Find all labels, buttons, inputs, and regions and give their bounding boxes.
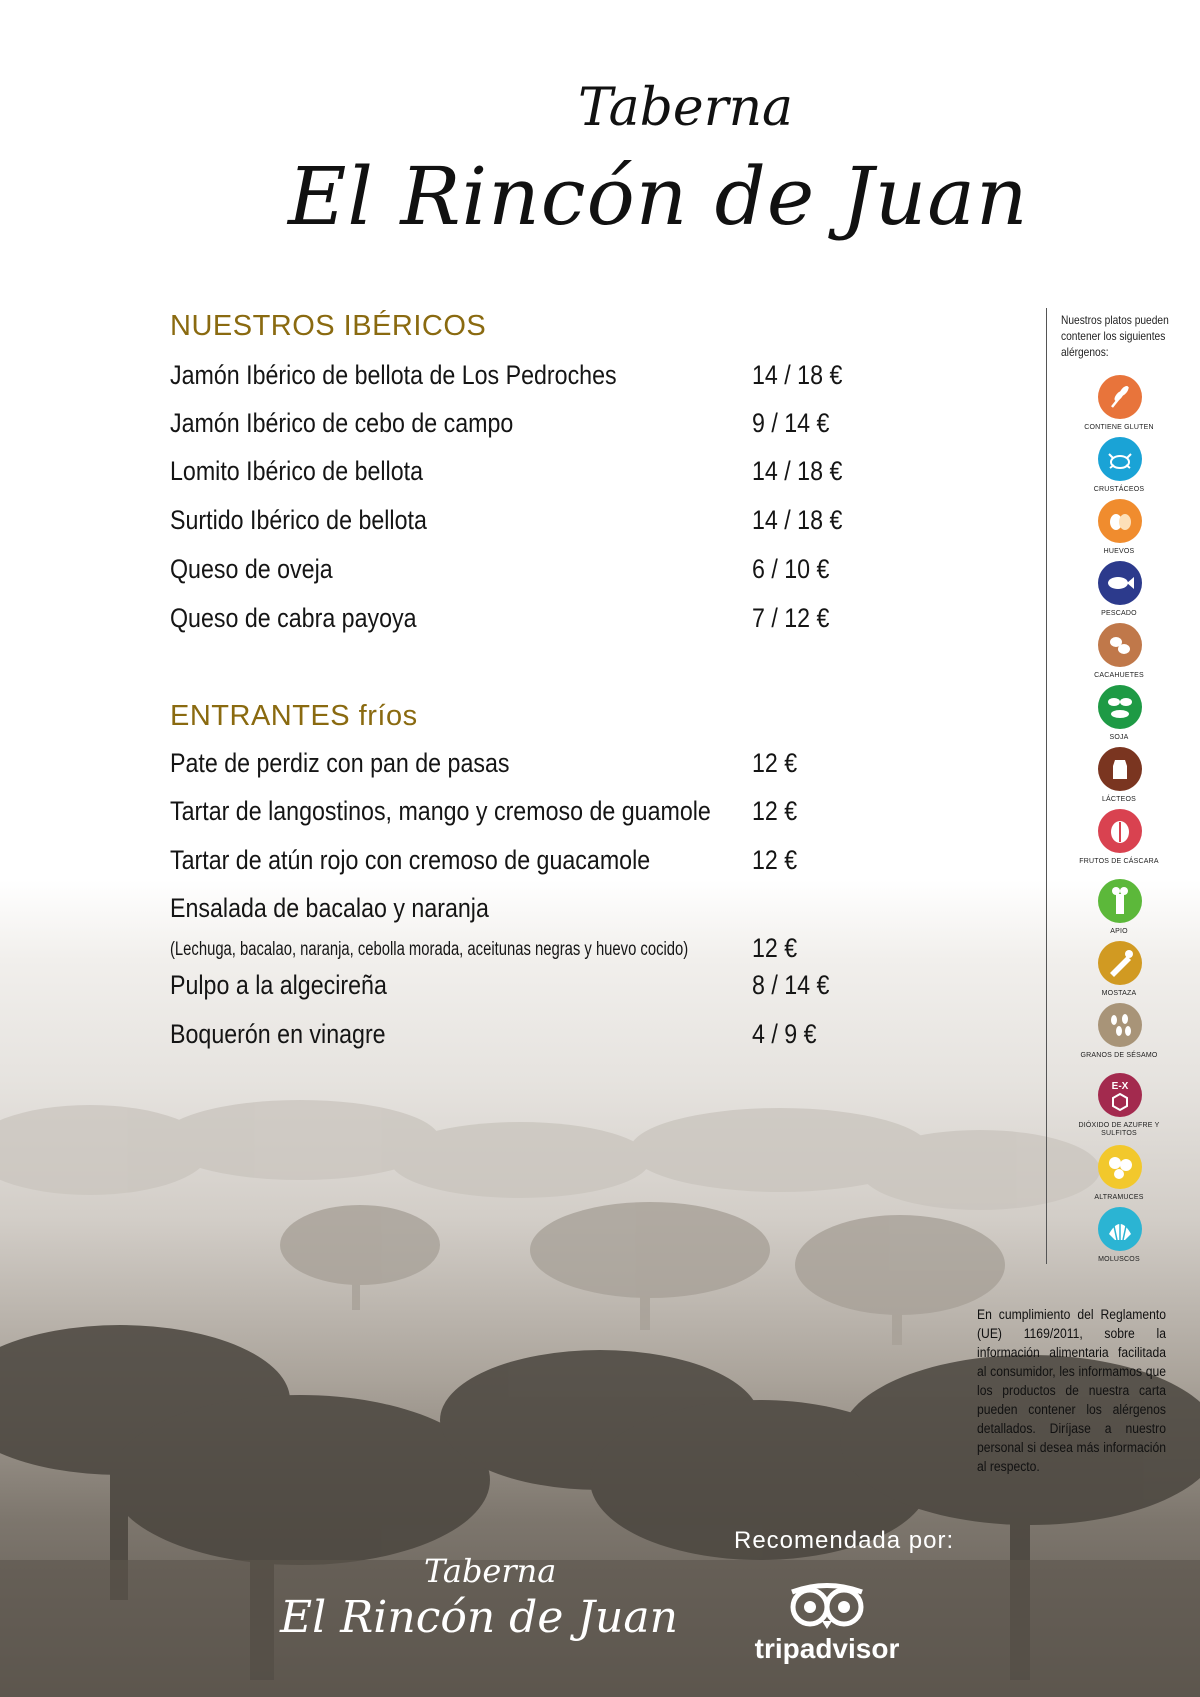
dish-description: (Lechuga, bacalao, naranja, cebolla morada, aceitunas negras y huevo cocido)	[170, 939, 689, 960]
dish-name: Pulpo a la algecireña	[170, 970, 387, 1000]
dish-price: 12 €	[752, 748, 798, 778]
dish-price: 14 / 18 €	[752, 505, 843, 535]
fish-icon	[1097, 560, 1143, 606]
allergen-huevos	[1097, 498, 1197, 560]
menu-item	[170, 603, 870, 647]
allergen-lacteos	[1097, 746, 1197, 808]
allergen-moluscos	[1097, 1206, 1197, 1268]
allergen-sesamo	[1080, 1002, 1197, 1064]
dish-price: 6 / 10 €	[752, 554, 830, 584]
menu-item	[170, 748, 870, 792]
logo-name-text: El Rincón de Juan	[280, 1592, 678, 1643]
allergen-soja	[1097, 684, 1197, 746]
allergen-label: CONTIENE GLUTEN	[1084, 424, 1154, 431]
mustard-icon	[1097, 940, 1143, 986]
allergen-label: DIÓXIDO DE AZUFRE Y SULFITOS	[1078, 1122, 1160, 1137]
dish-name: Queso de oveja	[170, 554, 333, 584]
dish-name: Lomito Ibérico de bellota	[170, 456, 424, 486]
allergen-label: ALTRAMUCES	[1094, 1194, 1144, 1201]
dish-price: 4 / 9 €	[752, 1019, 817, 1049]
allergen-label: MOSTAZA	[1101, 990, 1137, 997]
dish-name: Jamón Ibérico de bellota de Los Pedroches	[170, 360, 617, 390]
dish-price: 12 €	[752, 796, 798, 826]
dish-name: Queso de cabra payoya	[170, 603, 417, 633]
dish-price: 12 €	[752, 933, 798, 963]
dish-name: Ensalada de bacalao y naranja	[170, 893, 489, 923]
allergen-cacahuetes	[1094, 622, 1197, 684]
allergen-label: CRUSTÁCEOS	[1093, 486, 1145, 493]
allergen-crustaceos	[1093, 436, 1197, 498]
allergen-label: MOLUSCOS	[1098, 1256, 1140, 1263]
dish-price: 9 / 14 €	[752, 408, 830, 438]
menu-item	[170, 505, 870, 549]
allergen-label: PESCADO	[1101, 610, 1137, 617]
allergen-label: GRANOS DE SÉSAMO	[1080, 1052, 1158, 1059]
dish-price: 14 / 18 €	[752, 456, 843, 486]
dish-name: Pate de perdiz con pan de pasas	[170, 748, 510, 778]
menu-item	[170, 408, 870, 452]
menu-item	[170, 796, 870, 840]
allergen-label: FRUTOS DE CÁSCARA	[1079, 858, 1159, 865]
allergen-label: SOJA	[1109, 734, 1129, 741]
menu-item	[170, 1019, 870, 1063]
dish-name: Surtido Ibérico de bellota	[170, 505, 427, 535]
recommended-by-text: Recomendada por:	[734, 1527, 955, 1554]
dish-price: 8 / 14 €	[752, 970, 830, 1000]
allergen-label: HUEVOS	[1103, 548, 1135, 555]
allergen-gluten	[1084, 374, 1197, 436]
shell-icon	[1097, 1206, 1143, 1252]
section-title-ibericos: NUESTROS IBÉRICOS	[170, 310, 487, 342]
owl-eyes-icon	[752, 1577, 902, 1633]
menu-item	[170, 554, 870, 598]
tripadvisor-logo	[752, 1577, 902, 1667]
sesame-icon	[1097, 1002, 1143, 1048]
peanut-icon	[1097, 622, 1143, 668]
dish-name: Boquerón en vinagre	[170, 1019, 386, 1049]
allergen-frutos-cascara	[1079, 808, 1197, 870]
logo-name-text: El Rincón de Juan	[288, 150, 1029, 243]
dish-price: 14 / 18 €	[752, 360, 843, 390]
milk-jug-icon	[1097, 746, 1143, 792]
egg-icon	[1097, 498, 1143, 544]
dish-price: 7 / 12 €	[752, 603, 830, 633]
section-title-entrantes: ENTRANTES fríos	[170, 700, 418, 732]
dish-price: 12 €	[752, 845, 798, 875]
allergen-intro: Nuestros platos pueden contener los siguientes alérgenos:	[1061, 313, 1169, 359]
allergen-panel	[1046, 308, 1200, 1264]
allergen-label: LÁCTEOS	[1101, 796, 1137, 803]
allergen-label: CACAHUETES	[1094, 672, 1144, 679]
allergen-legal-notice: En cumplimiento del Reglamento (UE) 1169/2011, sobre la información alimentaria facilitada al consumidor, les informamos que los productos de nuestra carta pueden contener los alérgenos detallados. Diríjase a nuestro personal si desea más información al respecto.	[977, 1307, 1166, 1474]
wheat-icon	[1097, 374, 1143, 420]
menu-item	[170, 360, 870, 404]
sulphite-icon	[1097, 1072, 1143, 1118]
soy-icon	[1097, 684, 1143, 730]
allergen-mostaza	[1097, 940, 1197, 1002]
lupin-icon	[1097, 1144, 1143, 1190]
crab-icon	[1097, 436, 1143, 482]
dish-name: Tartar de langostinos, mango y cremoso de guamole	[170, 796, 711, 826]
allergen-altramuces	[1094, 1144, 1197, 1206]
allergen-pescado	[1097, 560, 1197, 622]
dish-name: Tartar de atún rojo con cremoso de guacamole	[170, 845, 651, 875]
dish-name: Jamón Ibérico de cebo de campo	[170, 408, 514, 438]
menu-item	[170, 456, 870, 500]
allergen-label: APIO	[1110, 928, 1128, 935]
logo-taberna-text: Taberna	[424, 1552, 557, 1590]
sulphite-badge-text: E-X	[1111, 1081, 1129, 1092]
logo-taberna-text: Taberna	[578, 78, 794, 138]
allergen-sulfitos	[1078, 1072, 1197, 1137]
tripadvisor-wordmark: tripadvisor	[754, 1633, 900, 1664]
menu-item	[170, 970, 870, 1014]
celery-icon	[1097, 878, 1143, 924]
allergen-apio	[1097, 878, 1197, 940]
menu-item	[170, 845, 870, 889]
nut-icon	[1097, 808, 1143, 854]
menu-item	[170, 893, 870, 963]
